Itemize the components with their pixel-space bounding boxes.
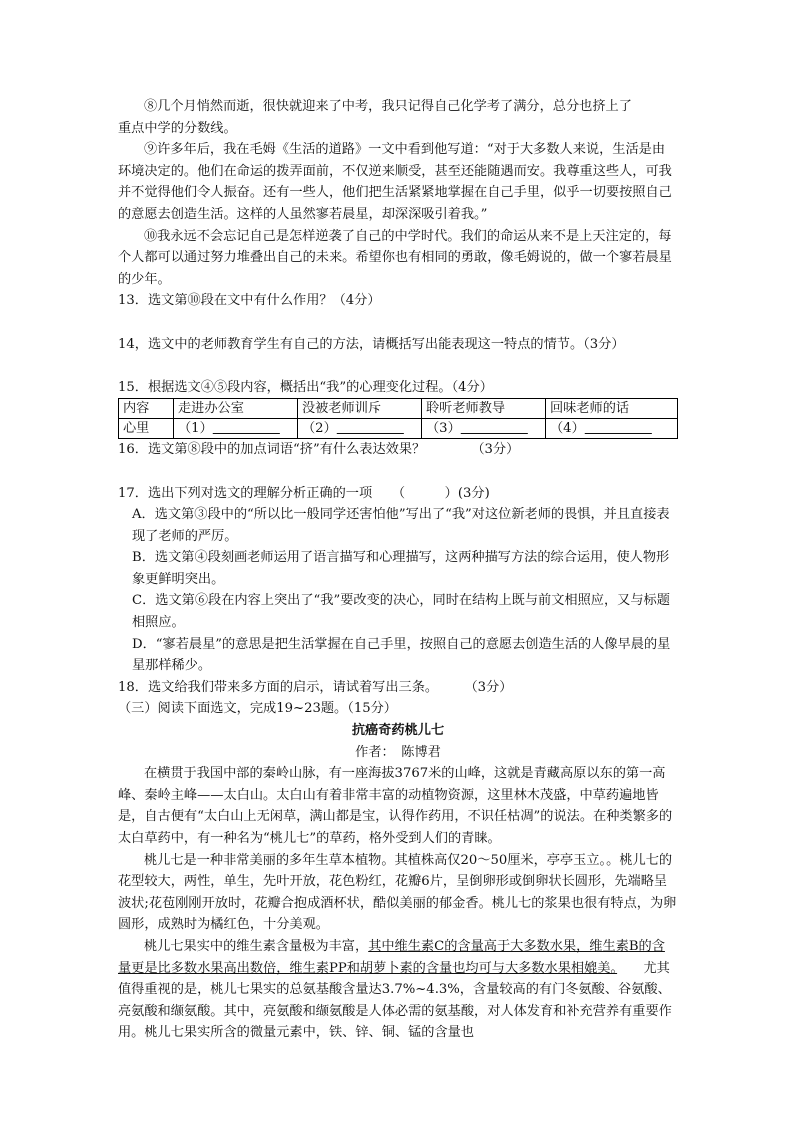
answer-blank-cell[interactable] [298,419,422,439]
document-page [118,96,678,1044]
blank-label: （2） [302,421,337,437]
answer-space [118,461,678,483]
blank-underline [461,421,528,436]
answer-space [118,312,678,334]
question-15-table [118,398,678,439]
article-paragraph-3 [118,936,678,1044]
paragraph-8-line-1: ⑧几个月悄然而逝，很快就迎来了中考，我只记得自己化学考了满分，总分也挤上了 [144,99,632,114]
article-paragraph-2: 桃儿七是一种非常美丽的多年生草本植物。其植株高仅20～50厘米，亭亭玉立。。桃儿七的花型较大，两性，单生，先叶开放，花色粉红，花瓣6片，呈倒卵形或倒卵状长圆形，先端略呈波状;花苞刚刚开放时，花瓣合抱成酒杯状，酷似美丽的郁金香。桃儿七的浆果也很有特点，为卵圆形，成熟时为橘红色，十分美观。 [118,852,677,933]
blank-label: （4） [550,421,585,437]
article-paragraph-3-rest: 尤其值得重视的是，桃儿七果实的总氨基酸含量达3.7%~4.3%，含量较高的有门冬氨酸、谷氨酸、亮氨酸和缬氨酸。其中，亮氨酸和缬氨酸是人体必需的氨基酸，对人体发育和补充营养有重要作用。桃儿七果实所含的微量元素中，铁、锌、铜、锰的含量也 [118,960,672,1041]
blank-underline [213,421,280,436]
section-3-heading: （三）阅读下面选文，完成19~23题。（15分） [118,701,397,717]
table-cell: 内容 [119,399,174,419]
table-cell: 走进办公室 [174,399,298,419]
underlined-sentence: 其中维生素C的含量高于大多数水果，维生素B的含量更是比多数水果高出数倍，维生素PP和胡萝卜素的含量也均可与大多数水果相媲美。 [118,938,665,976]
question-18: 18．选文给我们带来多方面的启示，请试着写出三条。 （3分） [118,679,513,695]
table-cell: 没被老师训斥 [298,399,422,419]
paragraph-8-line-2: 重点中学的分数线。 [118,120,237,136]
answer-blank-cell[interactable] [174,419,298,439]
table-cell: 聆听老师教导 [422,399,546,419]
question-13: 13．选文第⑩段在文中有什么作用？（4分） [118,293,381,309]
paragraph-10: ⑩我永远不会忘记自己是怎样逆袭了自己的中学时代。我们的命运从来不是上天注定的，每个人都可以通过努力堆叠出自己的未来。希望你也有相同的勇敢，像毛姆说的，做一个寥若晨星的少年。 [118,228,672,287]
article-paragraph-3-lead: 桃儿七果实中的维生素含量极为丰富， [144,938,369,954]
blank-underline [585,421,652,436]
option-d: D．“寥若晨星”的意思是把生活掌握在自己手里，按照自己的意愿去创造生活的人像早晨的星星那样稀少。 [132,636,671,674]
answer-space [118,355,678,377]
table-row [119,419,678,439]
paragraph-8 [118,96,678,139]
answer-blank-cell[interactable] [422,419,546,439]
article-author: 作者： 陈博君 [355,744,441,760]
question-15: 15．根据选文④⑤段内容，概括出“我”的心理变化过程。（4分） [118,379,493,395]
paragraph-9: ⑨许多年后，我在毛姆《生活的道路》一文中看到他写道：“对于大多数人来说，生活是由环境决定的。他们在命运的拨弄面前，不仅逆来顺受，甚至还能随遇而安。我尊重这些人，可我并不觉得他们令人振奋。还有一些人，他们把生活紧紧地掌握在自己手里，似乎一切要按照自己的意愿去创造生活。这样的人虽然寥若晨星，却深深吸引着我。” [118,142,672,222]
table-row [119,399,678,419]
table-cell: 心里 [119,419,174,439]
blank-label: （1） [178,421,213,437]
table-cell: 回味老师的话 [546,399,678,419]
article-paragraph-1: 在横贯于我国中部的秦岭山脉，有一座海拔3767米的山峰，这就是青藏高原以东的第一高峰、秦岭主峰——太白山。太白山有着非常丰富的动植物资源，这里林木茂盛，中草药遍地皆是，自古便有“太白山上无闲草，满山都是宝，认得作药用，不识任枯凋”的说法。在种类繁多的太白草药中，有一种名为“桃儿七”的草药，格外受到人们的青睐。 [118,766,673,846]
article-title: 抗癌奇药桃儿七 [351,723,445,739]
option-c: C．选文第⑥段在内容上突出了“我”要改变的决心，同时在结构上既与前文相照应，又与标题相照应。 [132,593,670,631]
question-14: 14，选文中的老师教育学生有自己的方法，请概括写出能表现这一特点的情节。（3分） [118,336,625,352]
option-a: A．选文第③段中的“所以比一般同学还害怕他”写出了“我”对这位新老师的畏惧，并且直接表现了老师的严厉。 [132,507,670,544]
blank-label: （3） [426,421,461,437]
option-b: B．选文第④段刻画老师运用了语言描写和心理描写，这两种描写方法的综合运用，使人物形象更鲜明突出。 [132,550,670,587]
question-17: 17．选出下列对选文的理解分析正确的一项 （ ）(3分) [118,485,490,501]
question-16: 16．选文第⑧段中的加点词语“挤”有什么表达效果？ （3分） [118,442,520,458]
blank-underline [337,421,404,436]
answer-blank-cell[interactable] [546,419,678,439]
